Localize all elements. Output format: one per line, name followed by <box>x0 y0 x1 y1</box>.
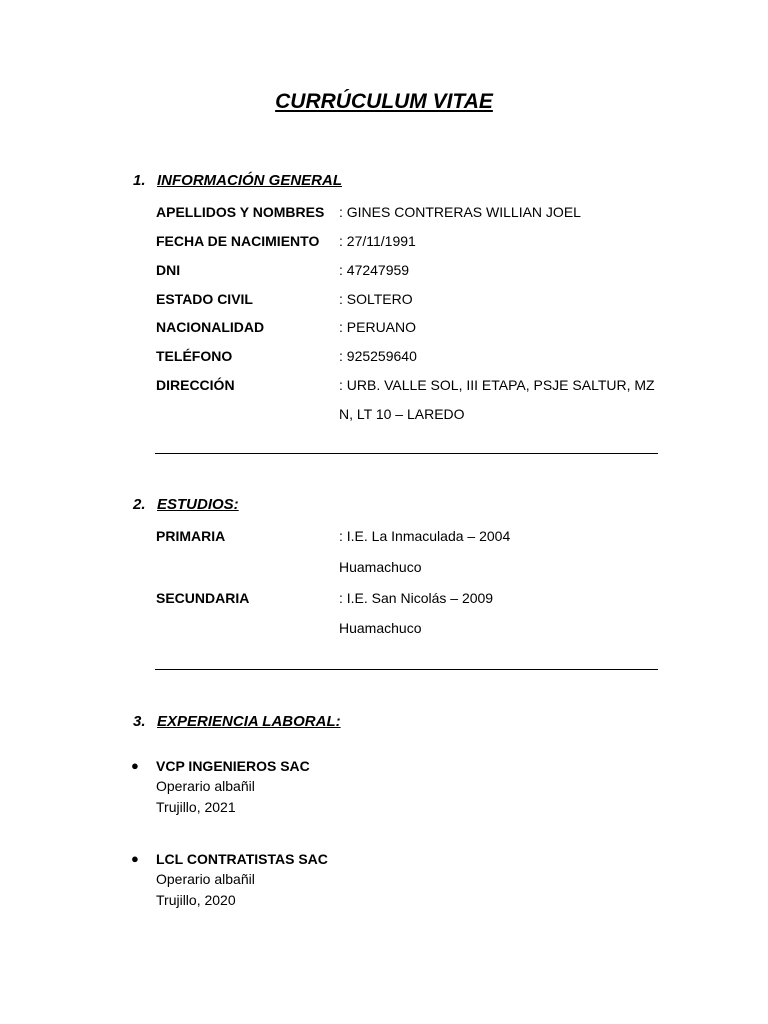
label-birth-date: FECHA DE NACIMIENTO <box>156 233 320 249</box>
section-title-general: INFORMACIÓN GENERAL <box>157 172 342 189</box>
label-address: DIRECCIÓN <box>156 377 235 393</box>
value-primary-place: Huamachuco <box>339 559 422 575</box>
section-divider <box>155 453 658 454</box>
value-dni: : 47247959 <box>339 262 410 278</box>
section-number-experience: 3. <box>133 713 146 730</box>
value-full-name: : GINES CONTRERAS WILLIAN JOEL <box>339 204 581 220</box>
job-location: Trujillo, 2021 <box>156 799 236 815</box>
value-primary-school: : I.E. La Inmaculada – 2004 <box>339 528 511 544</box>
value-address: : URB. VALLE SOL, III ETAPA, PSJE SALTUR, MZ <box>339 377 655 393</box>
value-secondary-place: Huamachuco <box>339 620 422 636</box>
label-nationality: NACIONALIDAD <box>156 319 265 335</box>
label-secondary: SECUNDARIA <box>156 590 250 606</box>
label-full-name: APELLIDOS Y NOMBRES <box>156 204 325 220</box>
job-location: Trujillo, 2020 <box>156 892 236 908</box>
section-title-experience: EXPERIENCIA LABORAL: <box>157 713 341 730</box>
label-civil-status: ESTADO CIVIL <box>156 291 253 307</box>
section-title-studies: ESTUDIOS: <box>157 496 239 513</box>
label-phone: TELÉFONO <box>156 348 233 364</box>
label-primary: PRIMARIA <box>156 528 226 544</box>
value-birth-date: : 27/11/1991 <box>339 233 416 249</box>
label-dni: DNI <box>156 262 181 278</box>
section-divider <box>155 669 658 670</box>
job-company: LCL CONTRATISTAS SAC <box>156 851 328 867</box>
bullet-icon: ● <box>131 758 139 773</box>
value-civil-status: : SOLTERO <box>339 291 413 307</box>
value-nationality: : PERUANO <box>339 319 417 335</box>
bullet-icon: ● <box>131 851 139 866</box>
value-secondary-school: : I.E. San Nicolás – 2009 <box>339 590 494 606</box>
page-title: CURRÚCULUM VITAE <box>275 90 493 113</box>
job-company: VCP INGENIEROS SAC <box>156 758 310 774</box>
value-phone: : 925259640 <box>339 348 417 364</box>
job-role: Operario albañil <box>156 871 255 887</box>
job-role: Operario albañil <box>156 778 255 794</box>
value-address-line2: N, LT 10 – LAREDO <box>339 406 465 422</box>
section-number-studies: 2. <box>133 496 146 513</box>
section-number-general: 1. <box>133 172 146 189</box>
